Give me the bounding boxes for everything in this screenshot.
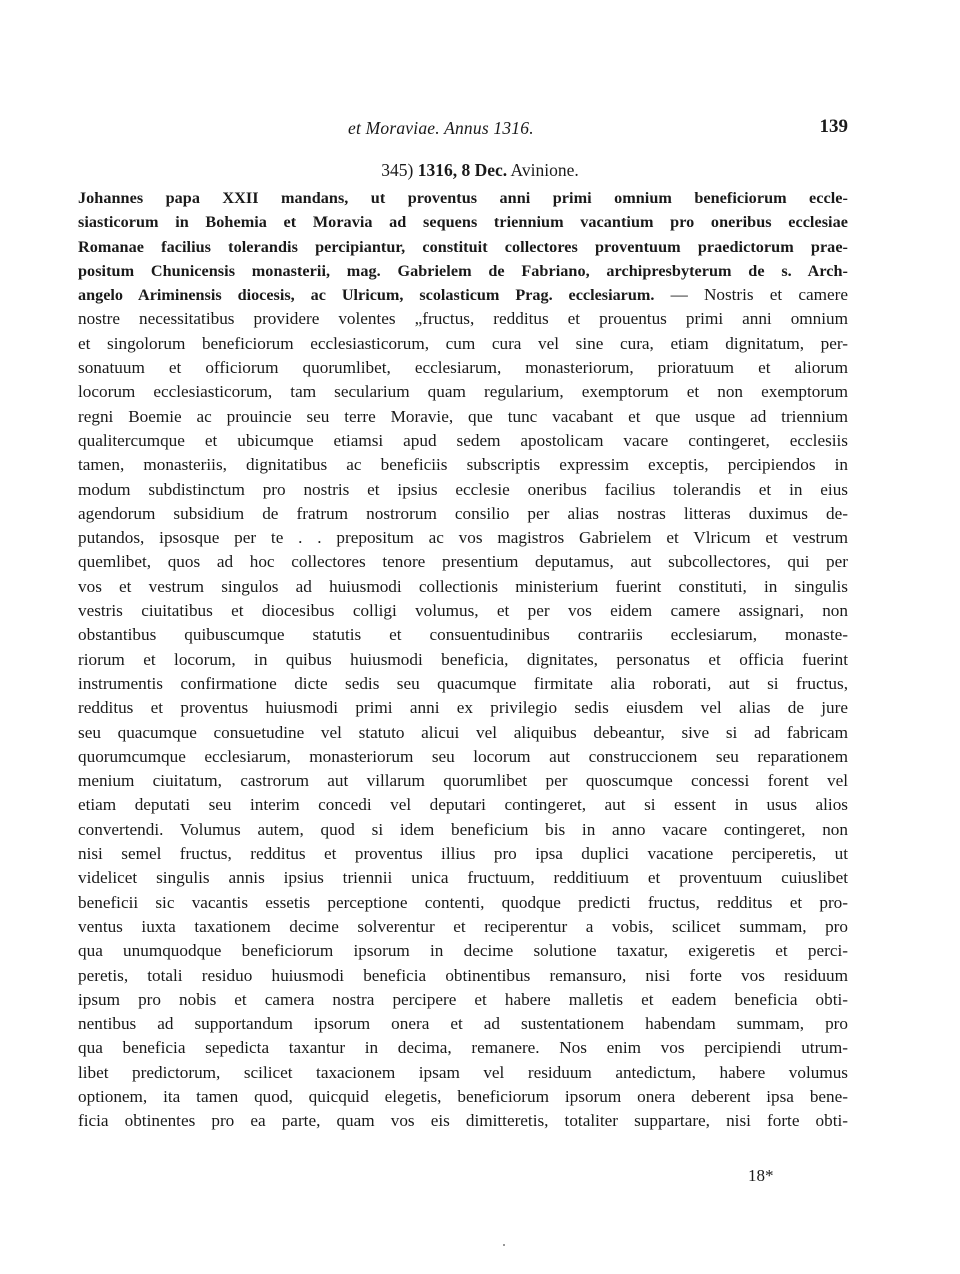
text-line: videlicet singulis annis ipsius triennii unica fructuum, redditiuum et proventuum cuiuslibet bbox=[78, 868, 848, 888]
regest-line: angelo Ariminensis diocesis, ac Ulricum, scolasticum Prag. ecclesiarum. bbox=[78, 286, 655, 305]
regest-line: positum Chunicensis monasterii, mag. Gabrielem de Fabriano, archipresbyterum de s. Arch- bbox=[78, 261, 848, 280]
text-line: et singolorum beneficiorum ecclesiasticorum, cum cura vel sine cura, etiam dignitatum, per- bbox=[78, 333, 848, 353]
text-line: libet predictorum, scilicet taxacionem ipsam vel residuum antedictum, habere volumus bbox=[78, 1062, 848, 1082]
signature-mark: 18* bbox=[748, 1166, 774, 1185]
text-line: nostre necessitatibus providere volentes „fructus, redditus et prouentus primi anni omnium bbox=[78, 309, 848, 329]
text-line: qualitercumque et ubicumque etiamsi apud sedem apostolicam vacare contingeret, ecclesiis bbox=[78, 430, 848, 450]
text-line: locorum ecclesiasticorum, tam secularium quam regularium, exemptorum et non exemptorum bbox=[78, 382, 848, 402]
text-line: agendorum subsidium de fratrum nostrorum consilio per alias nostras litteras duximus de- bbox=[78, 503, 848, 523]
text-line: etiam deputati seu interim concedi vel deputari contingeret, aut si essent in usus alios bbox=[78, 795, 848, 815]
text-line: sonatuum et officiorum quorumlibet, ecclesiarum, monasteriorum, prioratuum et aliorum bbox=[78, 358, 848, 378]
regest-last-line bbox=[78, 283, 848, 307]
text-line: tamen, monasteriis, dignitatibus ac beneficiis subscriptis expressim exceptis, percipiendos in bbox=[78, 455, 848, 475]
text-line: vos et vestrum singulos ad huiusmodi collectionis ministerium fuerint constituti, in singulis bbox=[78, 576, 848, 596]
text-line: optionem, ita tamen quod, quicquid elegetis, beneficiorum ipsorum onera deberent ipsa bene- bbox=[78, 1086, 848, 1106]
running-head bbox=[78, 118, 848, 146]
text-line: ipsum pro nobis et camera nostra percipere et habere malletis et eadem beneficia obti- bbox=[78, 989, 848, 1009]
text-line: beneficii sic vacantis essetis perceptione contenti, quodque predicti fructus, redditus et pro- bbox=[78, 892, 848, 912]
text-line: qua beneficia sepedicta taxantur in decima, remanere. Nos enim vos percipiendi utrum- bbox=[78, 1038, 848, 1058]
text-line: obstantibus quibuscumque statutis et consuentudinibus contrariis ecclesiarum, monaste- bbox=[78, 625, 848, 645]
document-place: Avinione. bbox=[510, 160, 579, 180]
document-body bbox=[78, 186, 848, 1134]
text-line: modum subdistinctum pro nostris et ipsius ecclesie oneribus facilius tolerandis et in eius bbox=[78, 479, 848, 499]
regest-line: Johannes papa XXII mandans, ut proventus anni primi omnium beneficiorum eccle- bbox=[78, 189, 848, 207]
text-line: nisi semel fructus, redditus et proventus illius pro ipsa duplici vacatione perciperetis, ut bbox=[78, 844, 848, 864]
page-number: 139 bbox=[819, 116, 848, 137]
regest-tail: — Nostris et camere bbox=[670, 285, 848, 305]
running-title: et Moraviae. Annus 1316. bbox=[348, 118, 534, 138]
text-line: riorum et locorum, in quibus huiusmodi beneficia, dignitates, personatus et officia fuerint bbox=[78, 649, 848, 669]
text-line: regni Boemie ac prouincie seu terre Moravie, que tunc vacabant et que usque ad triennium bbox=[78, 406, 848, 426]
text-line: ventus iuxta taxationem decime solverentur et reciperentur a vobis, scilicet summam, pro bbox=[78, 916, 848, 936]
text-line: convertendi. Volumus autem, quod si idem beneficium bis in anno vacare contingeret, non bbox=[78, 819, 848, 839]
text-line: vestris ciuitatibus et diocesibus colligi volumus, et per vos eidem camere assignari, non bbox=[78, 601, 848, 621]
document-heading bbox=[0, 160, 960, 181]
text-line: ficia obtinentes pro ea parte, quam vos eis dimitteretis, totaliter suppartare, nisi forte obti- bbox=[78, 1111, 848, 1131]
text-line: quorumcumque ecclesiarum, monasteriorum seu locorum aut construccionem seu reparationem bbox=[78, 746, 848, 766]
paper-speck bbox=[503, 1244, 505, 1246]
text-line: seu quacumque consuetudine vel statuto alicui vel aliquibus debeantur, sive si ad fabricam bbox=[78, 722, 848, 742]
regest-line: Romanae facilius tolerandis percipiantur, constituit collectores proventuum praedictorum prae- bbox=[78, 237, 848, 256]
text-line: menium ciuitatum, castrorum aut villarum quorumlibet per quoscumque concessi forent vel bbox=[78, 771, 848, 791]
text-line: quemlibet, quos ad hoc collectores tenore presentium deputamus, aut subcollectores, qui per bbox=[78, 552, 848, 572]
text-line: redditus et proventus huiusmodi primi anni ex privilegio sedis eiusdem vel alias de jure bbox=[78, 698, 848, 718]
document-number: 345) bbox=[381, 160, 414, 180]
text-line: nentibus ad supportandum ipsorum onera et ad sustentationem habendam summam, pro bbox=[78, 1014, 848, 1034]
text-line: qua unumquodque beneficiorum ipsorum in decime solutione taxatur, exigeretis et perci- bbox=[78, 941, 848, 961]
text-line: putandos, ipsosque per te . . prepositum ac vos magistros Gabrielem et Vlricum et vestrum bbox=[78, 528, 848, 548]
text-line: peretis, totali residuo huiusmodi beneficia obtinentibus remansuro, nisi forte vos residuum bbox=[78, 965, 848, 985]
document-date: 1316, 8 Dec. bbox=[417, 160, 508, 180]
regest-line: siasticorum in Bohemia et Moravia ad sequens triennium vacantium pro oneribus ecclesiae bbox=[78, 213, 848, 232]
text-line: instrumentis confirmatione dicte sedis seu quacumque firmitate alia roborati, aut si fructus, bbox=[78, 673, 848, 693]
